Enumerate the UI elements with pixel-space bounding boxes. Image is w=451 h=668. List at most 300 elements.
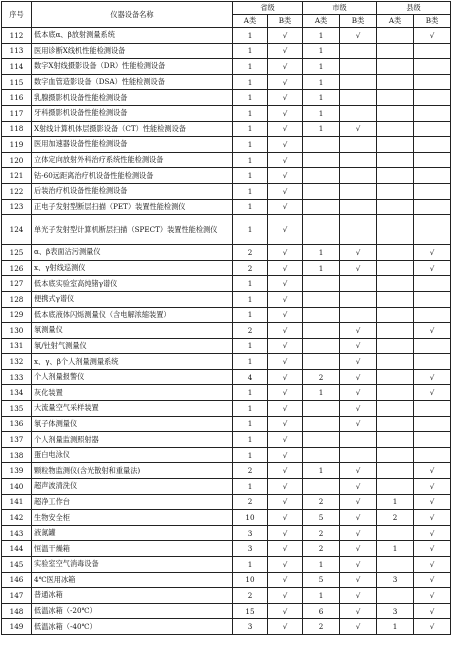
cell-county-b [414,152,451,168]
cell-provincial-b: √ [268,215,303,245]
row-number: 125 [2,245,32,261]
header-row-1 [2,2,451,15]
cell-municipal-b: √ [340,28,377,44]
cell-county-a [377,557,414,573]
table-row [2,557,451,573]
equipment-name: 单光子发射型计算机断层扫描（SPECT）装置性能检测仪 [32,215,233,245]
cell-provincial-a: 1 [233,199,268,215]
cell-county-b [414,338,451,354]
cell-municipal-a [303,215,340,245]
equipment-name: 普通冰箱 [32,588,233,604]
cell-provincial-a: 1 [233,432,268,448]
row-number: 113 [2,43,32,59]
cell-county-b [414,276,451,292]
cell-provincial-a: 2 [233,463,268,479]
table-row [2,323,451,339]
equipment-name: x、γ射线巡测仪 [32,260,233,276]
cell-provincial-b: √ [268,494,303,510]
equipment-name: 钴-60远距离治疗机设备性能检测设备 [32,168,233,184]
cell-municipal-b: √ [340,338,377,354]
cell-county-a [377,28,414,44]
table-row [2,572,451,588]
cell-provincial-a: 1 [233,168,268,184]
cell-municipal-a: 1 [303,105,340,121]
cell-county-a [377,74,414,90]
cell-provincial-b: √ [268,59,303,75]
cell-municipal-a: 1 [303,557,340,573]
cell-provincial-b: √ [268,557,303,573]
row-number: 139 [2,463,32,479]
cell-provincial-a: 10 [233,572,268,588]
equipment-name: 数字血管造影设备（DSA）性能检测设备 [32,74,233,90]
cell-municipal-b: √ [340,463,377,479]
cell-municipal-b [340,291,377,307]
cell-county-b: √ [414,510,451,526]
cell-municipal-b [340,447,377,463]
cell-provincial-a: 1 [233,416,268,432]
row-number: 148 [2,603,32,619]
cell-county-b: √ [414,619,451,635]
cell-municipal-a: 1 [303,28,340,44]
row-number: 144 [2,541,32,557]
cell-municipal-a [303,137,340,153]
cell-provincial-b: √ [268,401,303,417]
cell-county-b: √ [414,323,451,339]
cell-county-a [377,121,414,137]
row-number: 140 [2,479,32,495]
cell-county-b [414,137,451,153]
cell-municipal-b: √ [340,354,377,370]
cell-municipal-b: √ [340,541,377,557]
cell-provincial-a: 1 [233,215,268,245]
cell-municipal-a [303,168,340,184]
table-row [2,619,451,635]
cell-municipal-a: 1 [303,59,340,75]
cell-municipal-a: 1 [303,74,340,90]
cell-provincial-a: 3 [233,619,268,635]
cell-municipal-a [303,338,340,354]
cell-municipal-a [303,447,340,463]
cell-municipal-b [340,152,377,168]
cell-municipal-b: √ [340,588,377,604]
cell-municipal-a: 1 [303,260,340,276]
cell-county-a [377,479,414,495]
table-row [2,525,451,541]
cell-county-a: 1 [377,494,414,510]
table-row [2,463,451,479]
table-body [2,28,451,635]
cell-provincial-b: √ [268,245,303,261]
col-header-b: B类 [414,15,451,28]
col-header-a: A类 [303,15,340,28]
equipment-name: 氡子体测量仪 [32,416,233,432]
cell-municipal-a: 1 [303,463,340,479]
table-row [2,137,451,153]
cell-county-a [377,338,414,354]
table-row [2,338,451,354]
cell-municipal-a [303,354,340,370]
cell-county-a [377,137,414,153]
cell-provincial-b: √ [268,152,303,168]
equipment-name: 氡测量仪 [32,323,233,339]
row-number: 141 [2,494,32,510]
cell-county-b: √ [414,494,451,510]
row-number: 118 [2,121,32,137]
cell-provincial-b: √ [268,432,303,448]
cell-county-b [414,199,451,215]
equipment-name: x、γ、β个人剂量测量系统 [32,354,233,370]
row-number: 129 [2,307,32,323]
cell-county-a [377,90,414,106]
cell-provincial-a: 1 [233,338,268,354]
cell-county-a [377,401,414,417]
cell-municipal-b: √ [340,510,377,526]
equipment-name: 恒温干燥箱 [32,541,233,557]
row-number: 114 [2,59,32,75]
equipment-name: 正电子发射型断层扫描（PET）装置性能检测仪 [32,199,233,215]
cell-municipal-b: √ [340,494,377,510]
cell-municipal-a [303,307,340,323]
cell-municipal-a [303,276,340,292]
cell-municipal-a [303,416,340,432]
table-row [2,432,451,448]
cell-provincial-a: 10 [233,510,268,526]
cell-county-b: √ [414,541,451,557]
col-header-b: B类 [268,15,303,28]
cell-municipal-a [303,432,340,448]
table-row [2,401,451,417]
table-row [2,510,451,526]
cell-municipal-b: √ [340,619,377,635]
equipment-name: 个人剂量报警仪 [32,369,233,385]
cell-provincial-a: 1 [233,479,268,495]
row-number: 115 [2,74,32,90]
cell-municipal-b [340,105,377,121]
cell-county-b [414,432,451,448]
cell-provincial-b: √ [268,276,303,292]
cell-provincial-b: √ [268,354,303,370]
cell-municipal-a: 2 [303,369,340,385]
cell-county-b: √ [414,557,451,573]
row-number: 145 [2,557,32,573]
equipment-name: 乳腺摄影机设备性能检测设备 [32,90,233,106]
cell-county-a [377,276,414,292]
cell-municipal-b [340,307,377,323]
cell-county-a [377,307,414,323]
cell-county-b: √ [414,245,451,261]
cell-municipal-a: 6 [303,603,340,619]
cell-provincial-a: 1 [233,557,268,573]
table-row [2,291,451,307]
cell-municipal-a: 2 [303,494,340,510]
table-row [2,245,451,261]
row-number: 117 [2,105,32,121]
cell-municipal-a: 2 [303,525,340,541]
row-number: 134 [2,385,32,401]
cell-municipal-b: √ [340,323,377,339]
cell-provincial-b: √ [268,510,303,526]
cell-municipal-b: √ [340,245,377,261]
cell-municipal-a: 2 [303,619,340,635]
row-number: 149 [2,619,32,635]
equipment-name: 低本底实验室高纯锗γ谱仪 [32,276,233,292]
cell-county-a [377,291,414,307]
cell-county-b: √ [414,385,451,401]
cell-municipal-b: √ [340,572,377,588]
cell-municipal-b: √ [340,260,377,276]
cell-county-a [377,525,414,541]
table-row [2,447,451,463]
row-number: 142 [2,510,32,526]
cell-provincial-b: √ [268,338,303,354]
cell-county-a [377,168,414,184]
cell-county-a [377,385,414,401]
equipment-name: 灰化装置 [32,385,233,401]
cell-provincial-b: √ [268,90,303,106]
row-number: 138 [2,447,32,463]
cell-provincial-a: 1 [233,354,268,370]
cell-municipal-b [340,215,377,245]
cell-municipal-b [340,74,377,90]
cell-provincial-a: 15 [233,603,268,619]
equipment-name: 医用诊断X线机性能检测设备 [32,43,233,59]
row-number: 128 [2,291,32,307]
equipment-name: α、β表面沾污测量仪 [32,245,233,261]
table-row [2,59,451,75]
cell-county-b [414,105,451,121]
cell-county-a: 1 [377,619,414,635]
col-header-provincial: 省级 [233,2,303,15]
cell-county-a [377,199,414,215]
equipment-name: 实验室空气消毒设备 [32,557,233,573]
equipment-name: X射线计算机体层摄影设备（CT）性能检测设备 [32,121,233,137]
cell-provincial-b: √ [268,588,303,604]
cell-provincial-a: 1 [233,43,268,59]
row-number: 122 [2,183,32,199]
col-header-b: B类 [340,15,377,28]
cell-provincial-b: √ [268,137,303,153]
cell-provincial-a: 1 [233,137,268,153]
cell-county-a: 2 [377,510,414,526]
cell-provincial-a: 1 [233,183,268,199]
cell-municipal-b [340,90,377,106]
cell-municipal-b: √ [340,385,377,401]
cell-provincial-a: 1 [233,90,268,106]
cell-provincial-a: 2 [233,494,268,510]
cell-municipal-b [340,432,377,448]
row-number: 116 [2,90,32,106]
cell-provincial-b: √ [268,199,303,215]
table-row [2,121,451,137]
cell-municipal-b: √ [340,525,377,541]
cell-provincial-a: 3 [233,525,268,541]
cell-county-b: √ [414,463,451,479]
cell-county-a [377,260,414,276]
table-row [2,588,451,604]
table-row [2,215,451,245]
cell-municipal-a: 1 [303,588,340,604]
cell-provincial-a: 1 [233,74,268,90]
equipment-table [1,1,451,635]
cell-county-b: √ [414,588,451,604]
cell-municipal-b [340,183,377,199]
table-row [2,74,451,90]
cell-county-a [377,463,414,479]
cell-municipal-b [340,199,377,215]
row-number: 143 [2,525,32,541]
row-number: 120 [2,152,32,168]
cell-county-a: 3 [377,572,414,588]
equipment-name: 低本底液体闪烁测量仪（含电解浓缩装置） [32,307,233,323]
cell-provincial-b: √ [268,74,303,90]
cell-provincial-a: 1 [233,276,268,292]
cell-provincial-b: √ [268,291,303,307]
cell-municipal-b: √ [340,121,377,137]
col-header-a: A类 [233,15,268,28]
cell-provincial-a: 1 [233,59,268,75]
cell-county-b: √ [414,369,451,385]
cell-provincial-b: √ [268,541,303,557]
cell-municipal-a [303,401,340,417]
col-header-municipal: 市级 [303,2,377,15]
cell-municipal-b: √ [340,369,377,385]
cell-county-a [377,369,414,385]
cell-county-a [377,43,414,59]
cell-county-a [377,183,414,199]
row-number: 131 [2,338,32,354]
cell-county-b [414,215,451,245]
cell-municipal-b: √ [340,603,377,619]
col-header-no: 序号 [2,2,32,28]
cell-county-b: √ [414,525,451,541]
cell-provincial-a: 2 [233,323,268,339]
table-row [2,183,451,199]
cell-county-a [377,588,414,604]
cell-county-a [377,105,414,121]
cell-county-a [377,432,414,448]
table-row [2,307,451,323]
cell-provincial-b: √ [268,260,303,276]
cell-county-b [414,447,451,463]
cell-county-a [377,354,414,370]
row-number: 121 [2,168,32,184]
cell-municipal-a: 1 [303,90,340,106]
col-header-name: 仪器设备名称 [32,2,233,28]
equipment-name: 低温冰箱（-40℃） [32,619,233,635]
cell-municipal-a: 1 [303,43,340,59]
equipment-name: 蛋白电泳仪 [32,447,233,463]
cell-provincial-b: √ [268,121,303,137]
cell-provincial-b: √ [268,385,303,401]
cell-municipal-a [303,291,340,307]
table-row [2,168,451,184]
cell-provincial-b: √ [268,463,303,479]
table-row [2,385,451,401]
equipment-name: 低本底α、β放射测量系统 [32,28,233,44]
cell-provincial-a: 1 [233,307,268,323]
equipment-name: 液氮罐 [32,525,233,541]
cell-county-a [377,323,414,339]
equipment-name: 低温冰箱（-20℃） [32,603,233,619]
cell-county-b: √ [414,603,451,619]
cell-county-a [377,59,414,75]
equipment-name: 立体定向放射外科治疗系统性能检测设备 [32,152,233,168]
cell-provincial-b: √ [268,479,303,495]
cell-municipal-a [303,323,340,339]
cell-provincial-a: 1 [233,447,268,463]
equipment-name: 后装治疗机设备性能检测设备 [32,183,233,199]
cell-municipal-a: 2 [303,541,340,557]
equipment-name: 便携式γ谱仪 [32,291,233,307]
table-row [2,28,451,44]
cell-municipal-a: 1 [303,245,340,261]
cell-county-b [414,43,451,59]
cell-municipal-b: √ [340,401,377,417]
cell-county-b: √ [414,260,451,276]
row-number: 126 [2,260,32,276]
cell-county-a [377,416,414,432]
cell-provincial-a: 4 [233,369,268,385]
cell-municipal-b [340,276,377,292]
cell-provincial-b: √ [268,572,303,588]
cell-provincial-a: 2 [233,260,268,276]
cell-provincial-a: 1 [233,152,268,168]
cell-county-b [414,59,451,75]
cell-provincial-a: 2 [233,245,268,261]
cell-county-b: √ [414,572,451,588]
table-row [2,199,451,215]
cell-county-b: √ [414,28,451,44]
cell-municipal-a: 5 [303,572,340,588]
cell-municipal-a [303,152,340,168]
cell-provincial-b: √ [268,28,303,44]
row-number: 112 [2,28,32,44]
cell-provincial-b: √ [268,447,303,463]
equipment-name: 大流量空气采样装置 [32,401,233,417]
cell-municipal-b [340,137,377,153]
cell-county-a: 3 [377,603,414,619]
cell-county-b: √ [414,479,451,495]
cell-municipal-b [340,43,377,59]
cell-county-a [377,447,414,463]
cell-county-b [414,90,451,106]
cell-provincial-a: 1 [233,385,268,401]
cell-provincial-b: √ [268,105,303,121]
table-row [2,541,451,557]
row-number: 124 [2,215,32,245]
row-number: 137 [2,432,32,448]
equipment-name: 生物安全柜 [32,510,233,526]
row-number: 130 [2,323,32,339]
row-number: 147 [2,588,32,604]
table-row [2,43,451,59]
cell-county-a [377,152,414,168]
col-header-county: 县级 [377,2,451,15]
cell-provincial-b: √ [268,416,303,432]
cell-county-a [377,245,414,261]
col-header-a: A类 [377,15,414,28]
cell-municipal-b: √ [340,416,377,432]
cell-county-b [414,183,451,199]
cell-county-b [414,401,451,417]
equipment-name: 超净工作台 [32,494,233,510]
cell-provincial-a: 1 [233,401,268,417]
cell-provincial-a: 2 [233,588,268,604]
cell-provincial-b: √ [268,603,303,619]
cell-provincial-a: 1 [233,121,268,137]
cell-county-b [414,291,451,307]
cell-county-b [414,74,451,90]
